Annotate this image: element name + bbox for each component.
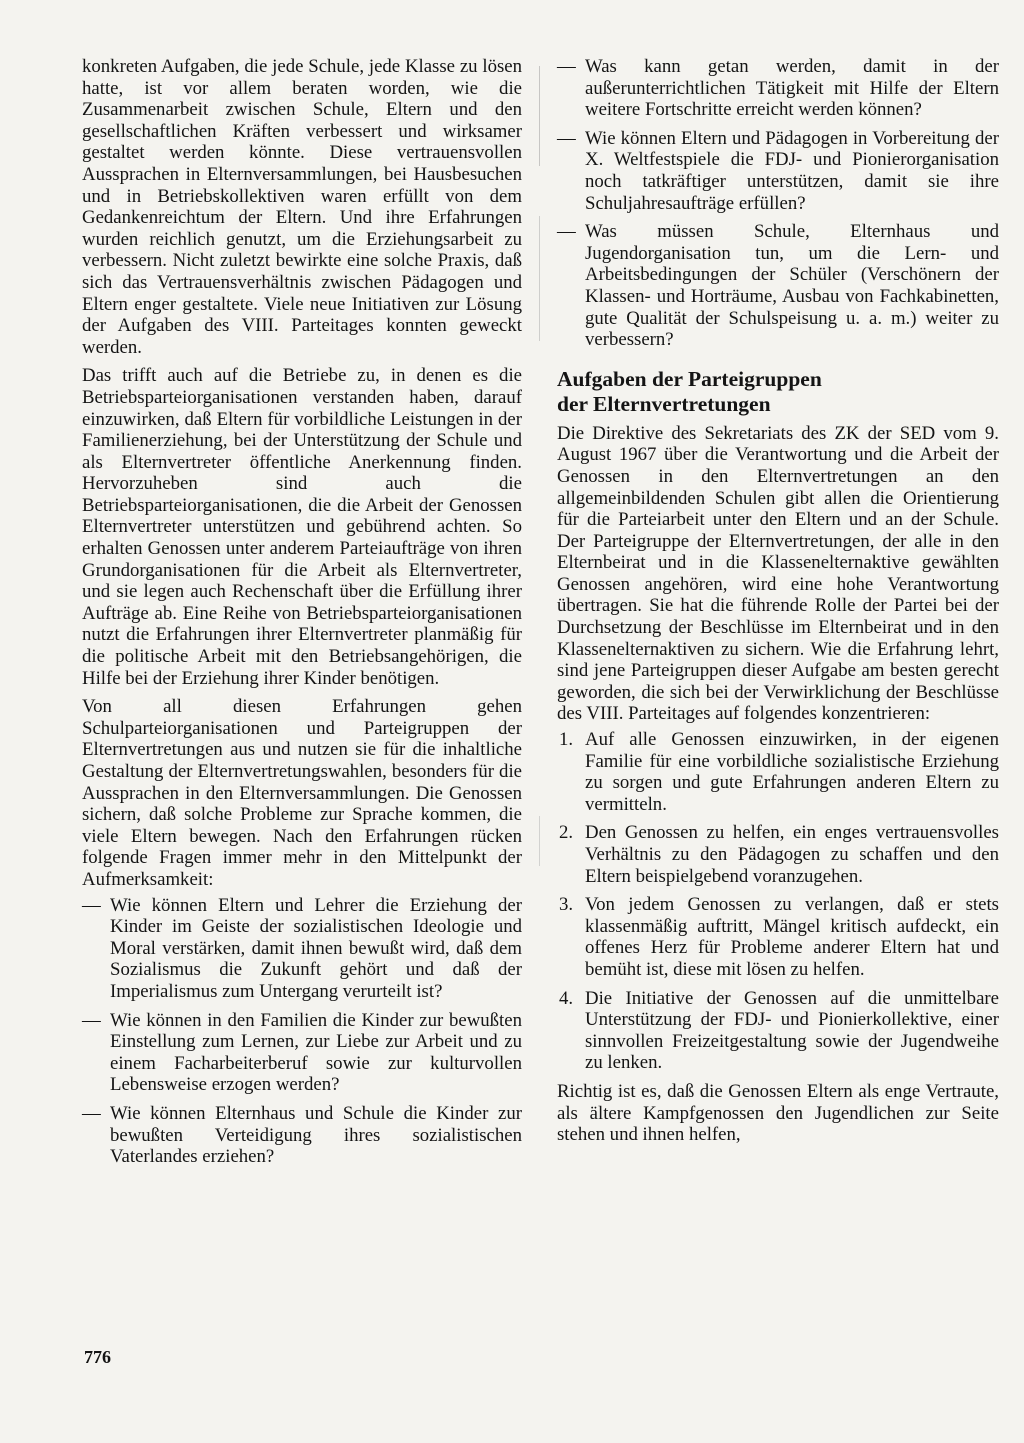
list-item — [82, 1103, 522, 1168]
list-item — [557, 988, 999, 1074]
list-number: 2. — [559, 822, 574, 844]
list-item-text: Wie können Elternhaus und Schule die Kinder zur bewußten Verteidigung ihres sozialistischen Vaterlandes erziehen? — [110, 1102, 522, 1168]
dash-marker: — — [557, 221, 576, 243]
list-item — [82, 1010, 522, 1096]
section-heading-line: Aufgaben der Parteigruppen — [557, 366, 822, 391]
list-item-text: Wie können Eltern und Pädagogen in Vorbereitung der X. Weltfestspiele die FDJ- und Pionierorganisation noch tatkräftiger unterstützen, damit sie ihre Schuljahresaufträge erfüllen? — [585, 127, 999, 214]
left-column — [82, 56, 522, 1168]
section-heading-line: der Elternvertretungen — [557, 391, 771, 416]
dash-marker: — — [82, 1009, 101, 1031]
list-item — [557, 128, 999, 214]
list-item — [557, 56, 999, 121]
list-item — [557, 822, 999, 887]
right-column — [557, 56, 999, 1146]
list-item-text: Von jedem Genossen zu verlangen, daß er stets klassenmäßig auftritt, Mängel kritisch aufdeckt, ein offenes Herz für Probleme anderer Eltern hat und bemüht ist, diese mit lösen zu helfen. — [585, 894, 999, 980]
list-number: 3. — [559, 894, 574, 916]
list-item — [82, 895, 522, 1003]
page-number: 776 — [84, 1347, 111, 1367]
list-item-text: Wie können Eltern und Lehrer die Erziehung der Kinder im Geiste der sozialistischen Ideologie und Moral verstärken, damit ihnen bewußt wird, daß dem Sozialismus die Zukunft gehört und daß der Imperialismus zum Untergang verurteilt ist? — [110, 894, 522, 1002]
list-item-text: Auf alle Genossen einzuwirken, in der eigenen Familie für eine vorbildliche sozialistische Erziehung zu sorgen und gute Erfahrungen anderen Eltern zu vermitteln. — [585, 729, 999, 815]
dash-marker: — — [82, 894, 101, 916]
dash-marker: — — [557, 127, 576, 149]
paragraph: Richtig ist es, daß die Genossen Eltern als enge Vertraute, als ältere Kampfgenossen den Jugendlichen zur Seite stehen und ihnen helfen, — [557, 1080, 999, 1146]
list-item-text: Wie können in den Familien die Kinder zur bewußten Einstellung zum Lernen, zur Liebe zur Arbeit und zu einem Facharbeiterberuf sowie zur kulturvollen Lebensweise erzogen werden? — [110, 1009, 522, 1096]
section-heading — [557, 367, 999, 417]
paragraph: Das trifft auch auf die Betriebe zu, in denen es die Betriebsparteiorganisationen verstanden haben, darauf einzuwirken, daß Eltern für vorbildliche Leistungen in der Familienerziehung, bei der Unterstützung der Schule und als Elternvertreter öffentliche Anerkennung finden. Hervorzuheben sind auch die Betriebsparteiorganisationen, die die Arbeit der Genossen Elternvertreter unterstützen und gebührend achten. So erhalten Genossen unter anderem Parteiaufträge von ihren Grundorganisationen für die Arbeit als Elternvertreter, und sie legen auch Rechenschaft über die Erfüllung ihrer Aufträge ab. Eine Reihe von Betriebsparteiorganisationen nutzt die Erfahrungen ihrer Elternvertreter planmäßig für die politische Arbeit mit den Betriebsangehörigen, die Hilfe bei der Erziehung ihrer Kinder benötigen. — [82, 365, 522, 689]
paragraph: Von all diesen Erfahrungen gehen Schulparteiorganisationen und Parteigruppen der Elternvertretungen aus und nutzen sie für die inhaltliche Gestaltung der Elternvertretungswahlen, besonders für die Aussprachen in den Elternversammlungen. Die Genossen sichern, daß solche Probleme zur Sprache kommen, die viele Eltern bewegen. Nach den Erfahrungen rücken folgende Fragen immer mehr in den Mittelpunkt der Aufmerksamkeit: — [82, 696, 522, 890]
list-item-text: Die Initiative der Genossen auf die unmittelbare Unterstützung der FDJ- und Pionierkollektive, einer sinnvollen Freizeitgestaltung sowie der Jugendweihe zu lenken. — [585, 987, 999, 1074]
dash-marker: — — [557, 56, 576, 77]
column-divider — [539, 66, 540, 1316]
paragraph: Die Direktive des Sekretariats des ZK der SED vom 9. August 1967 über die Verantwortung und die Arbeit der Genossen in den Elternvertretungen an den allgemeinbildenden Schulen gibt allen die Orientierung für die Parteiarbeit unter den Eltern und an der Schule. Der Parteigruppe der Elternvertretungen, der alle in den Elternbeirat und in die Klassenelternaktive gewählten Genossen angehören, wird eine hohe Verantwortung übertragen. Sie hat die führende Rolle der Partei bei der Durchsetzung der Beschlüsse im Elternbeirat und in den Klassenelternaktiven zu sichern. Wie die Erfahrung lehrt, sind jene Parteigruppen dieser Aufgabe am besten gerecht geworden, die sich bei der Verwirklichung der Beschlüsse des VIII. Parteitages auf folgendes konzentrieren: — [557, 422, 999, 725]
list-item-text: Was kann getan werden, damit in der außerunterrichtlichen Tätigkeit mit Hilfe der Eltern weitere Fortschritte erreicht werden können? — [585, 56, 999, 121]
list-item-text: Was müssen Schule, Elternhaus und Jugendorganisation tun, um die Lern- und Arbeitsbedingungen der Schüler (Verschönern der Klassen- und Horträume, Ausbau von Fachkabinetten, gute Qualität der Schulspeisung u. a. m.) weiter zu verbessern? — [585, 221, 999, 351]
list-number: 1. — [559, 729, 574, 751]
dash-marker: — — [82, 1102, 101, 1124]
paragraph: konkreten Aufgaben, die jede Schule, jede Klasse zu lösen hatte, ist vor allem beraten worden, wie die Zusammenarbeit zwischen Schule, Eltern und den gesellschaftlichen Kräften verbessert und wirksamer gestaltet werden könnte. Diese vertrauensvollen Aussprachen in Elternversammlungen, bei Hausbesuchen und in Betriebskollektiven waren erfüllt von dem Gedankenreichtum der Eltern. Und ihre Erfahrungen wurden reichlich genutzt, um die Erziehungsarbeit zu verbessern. Nicht zuletzt bewirkte eine solche Praxis, daß sich das Vertrauensverhältnis zwischen Pädagogen und Eltern enger gestaltete. Viele neue Initiativen zur Lösung der Aufgaben des VIII. Parteitages konnten geweckt werden. — [82, 56, 522, 358]
question-list — [557, 56, 999, 351]
list-item-text: Den Genossen zu helfen, ein enges vertrauensvolles Verhältnis zu den Pädagogen zu schaffen und den Eltern beispielgebend voranzugehen. — [585, 822, 999, 887]
list-item — [557, 729, 999, 815]
list-item — [557, 894, 999, 980]
list-number: 4. — [559, 987, 574, 1009]
list-item — [557, 221, 999, 351]
question-list — [82, 895, 522, 1168]
task-list — [557, 729, 999, 1074]
